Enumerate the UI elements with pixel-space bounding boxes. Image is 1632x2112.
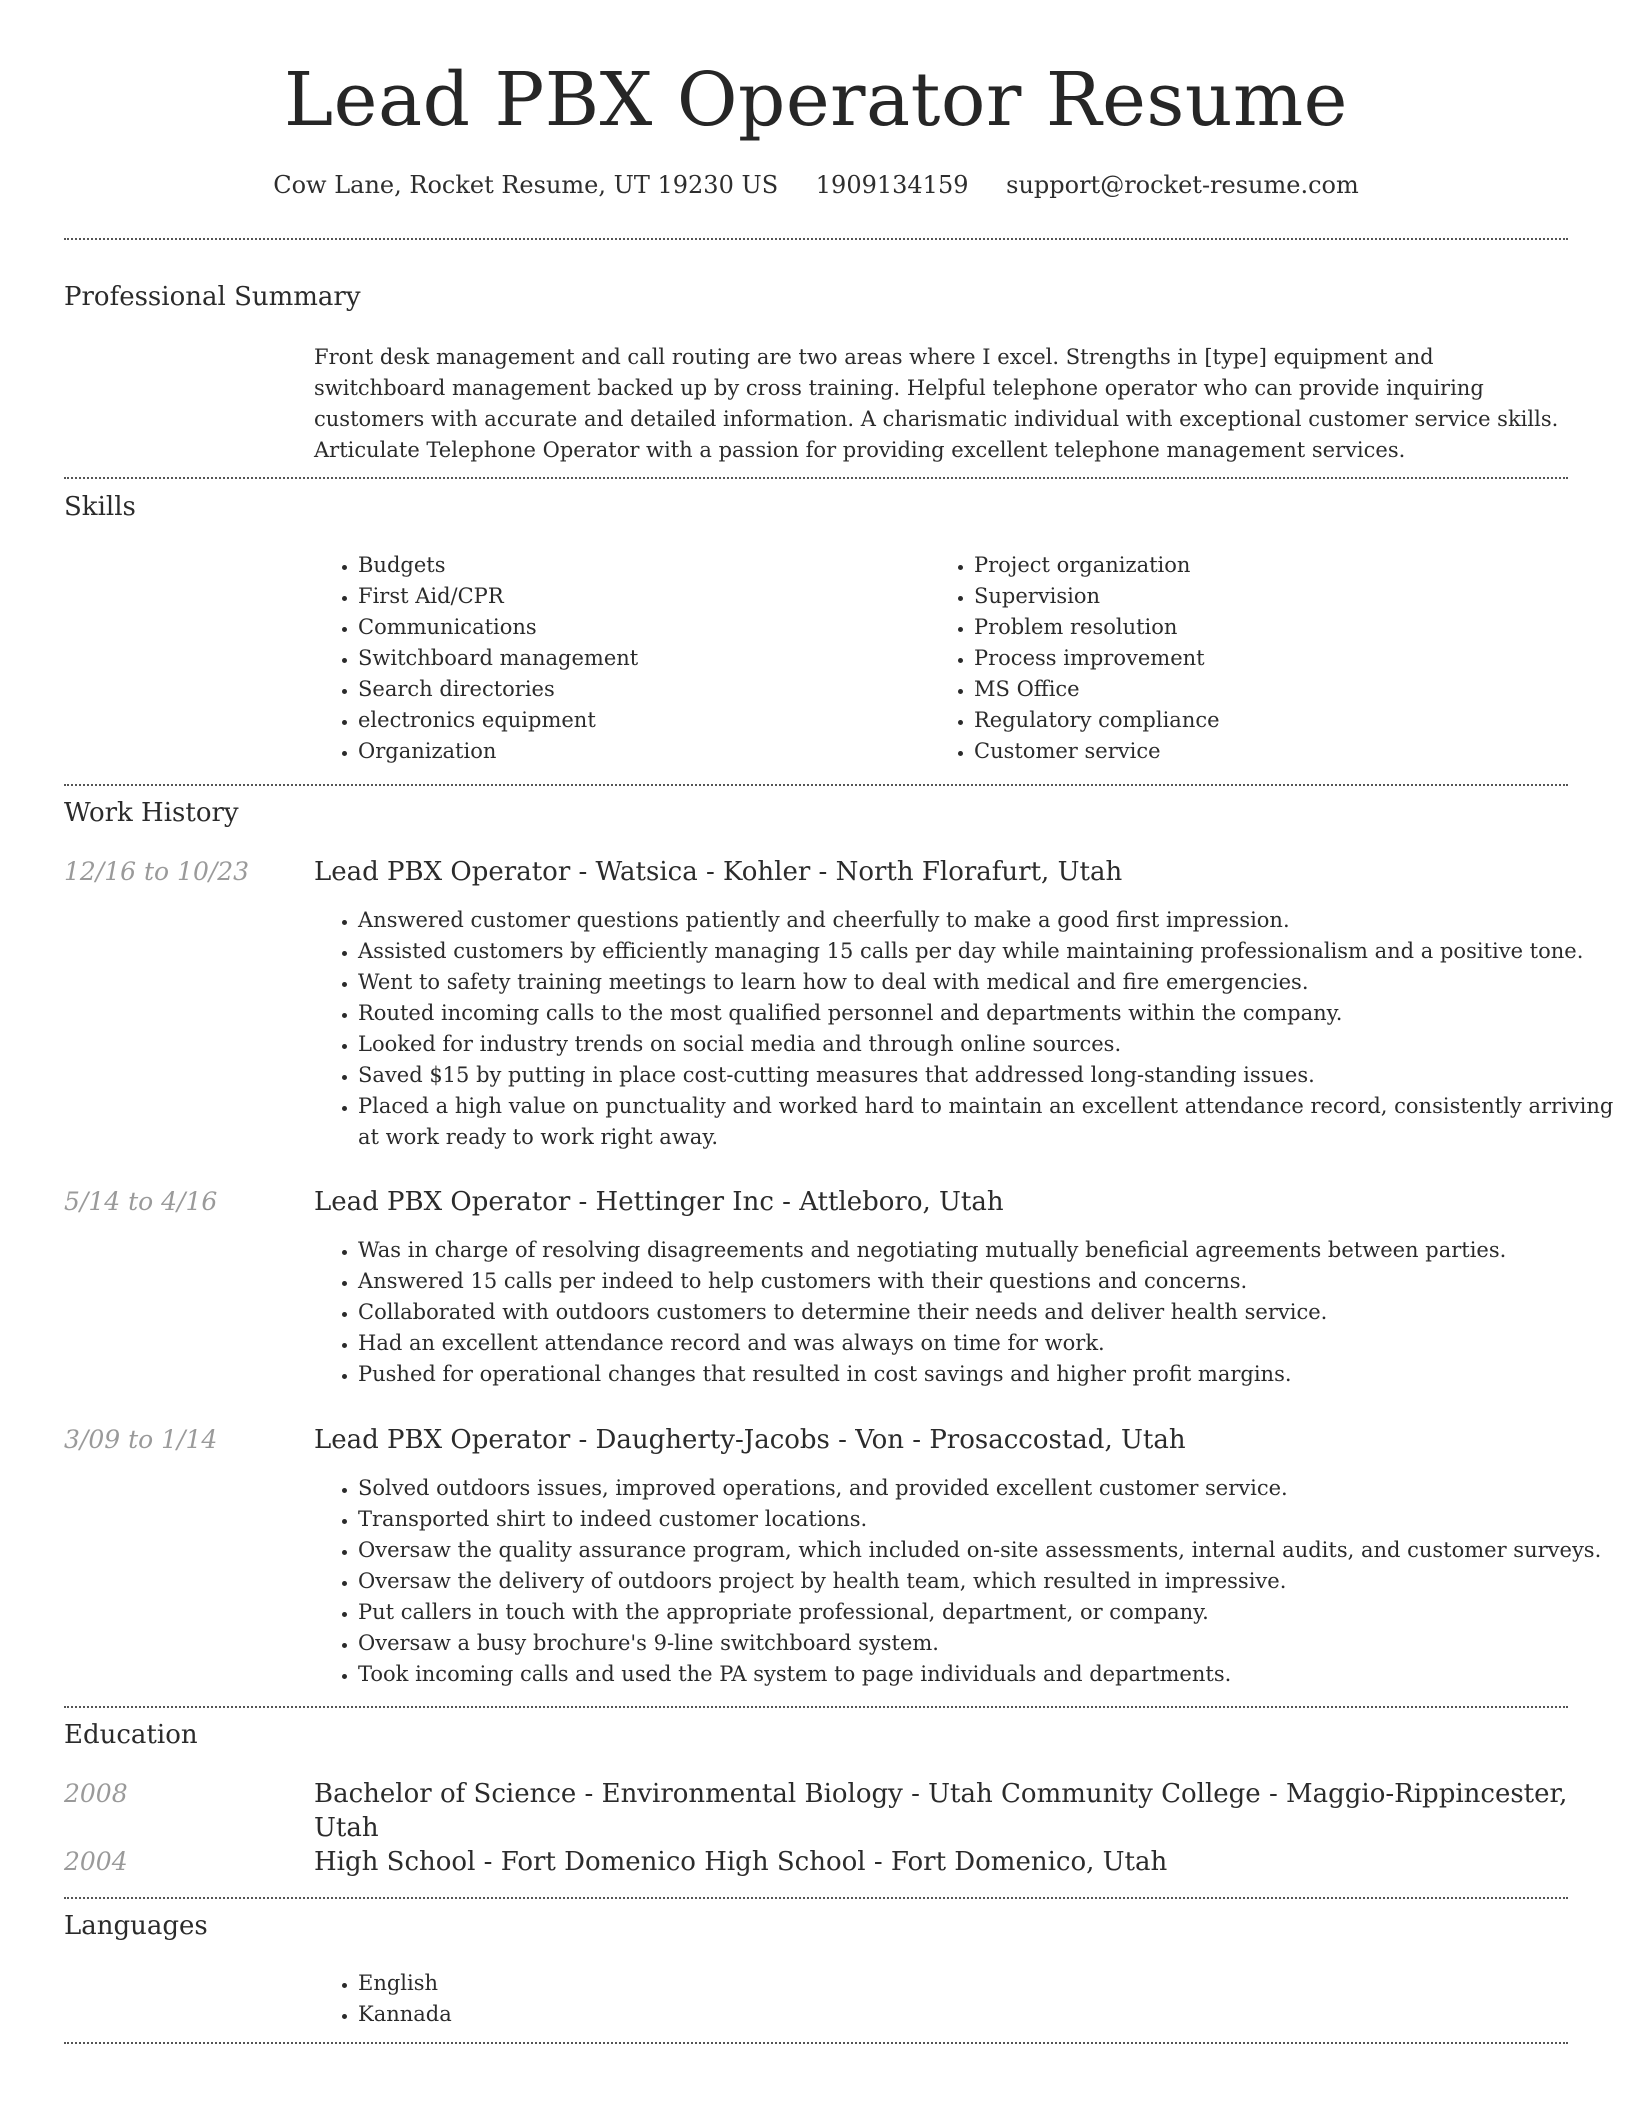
language-item: • Kannada <box>358 1999 958 2030</box>
skills-list-left <box>314 550 918 767</box>
skill-item: • Organization <box>358 736 918 767</box>
divider <box>64 1897 1568 1899</box>
job-bullet: • Assisted customers by efficiently managing 15 calls per day while maintaining professionalism and a positive tone. <box>358 936 1614 967</box>
education-year: 2004 <box>64 1847 128 1876</box>
job-dates: 3/09 to 1/14 <box>64 1425 218 1454</box>
skill-item: • MS Office <box>974 674 1574 705</box>
summary-heading: Professional Summary <box>64 282 361 312</box>
languages-list <box>314 1968 958 2030</box>
job-bullets <box>314 1235 1614 1390</box>
contact-address: Cow Lane, Rocket Resume, UT 19230 US <box>273 171 779 199</box>
job-bullet: • Oversaw the delivery of outdoors project by health team, which resulted in impressive. <box>358 1566 1614 1597</box>
skill-item: • Regulatory compliance <box>974 705 1574 736</box>
job-bullet: • Placed a high value on punctuality and worked hard to maintain an excellent attendance record, consistently arriving at work ready to work right away. <box>358 1091 1614 1153</box>
job-bullet: • Had an excellent attendance record and was always on time for work. <box>358 1328 1614 1359</box>
skill-item: • Customer service <box>974 736 1574 767</box>
contact-line <box>0 168 1632 202</box>
job-bullet: • Saved $15 by putting in place cost-cutting measures that addressed long-standing issues. <box>358 1060 1614 1091</box>
job-bullet: • Pushed for operational changes that resulted in cost savings and higher profit margins. <box>358 1359 1614 1390</box>
skill-item: • Switchboard management <box>358 643 918 674</box>
skill-item: • Problem resolution <box>974 612 1574 643</box>
skills-list-right <box>930 550 1574 767</box>
skill-item: • First Aid/CPR <box>358 581 918 612</box>
divider <box>64 1706 1568 1708</box>
job-dates: 12/16 to 10/23 <box>64 857 250 886</box>
skill-item: • Supervision <box>974 581 1574 612</box>
education-heading: Education <box>64 1720 198 1750</box>
divider <box>64 2042 1568 2044</box>
resume-title: Lead PBX Operator Resume <box>284 57 1348 143</box>
education-entry: High School - Fort Domenico High School - Fort Domenico, Utah <box>314 1847 1168 1877</box>
job-bullet: • Solved outdoors issues, improved operations, and provided excellent customer service. <box>358 1473 1614 1504</box>
job-bullet: • Oversaw a busy brochure's 9-line switchboard system. <box>358 1628 1614 1659</box>
job-bullet: • Went to safety training meetings to learn how to deal with medical and fire emergencies. <box>358 967 1614 998</box>
language-item: • English <box>358 1968 958 1999</box>
languages-heading: Languages <box>64 1911 208 1941</box>
job-bullet: • Was in charge of resolving disagreements and negotiating mutually beneficial agreements between parties. <box>358 1235 1614 1266</box>
skill-item: • Process improvement <box>974 643 1574 674</box>
job-dates: 5/14 to 4/16 <box>64 1187 218 1216</box>
contact-phone: 1909134159 <box>815 171 969 199</box>
skill-item: • electronics equipment <box>358 705 918 736</box>
job-bullets <box>314 905 1614 1153</box>
job-title: Lead PBX Operator - Watsica - Kohler - North Florafurt, Utah <box>314 857 1123 887</box>
job-bullet: • Answered 15 calls per indeed to help customers with their questions and concerns. <box>358 1266 1614 1297</box>
skills-heading: Skills <box>64 492 136 522</box>
skill-item: • Communications <box>358 612 918 643</box>
job-bullet: • Took incoming calls and used the PA system to page individuals and departments. <box>358 1659 1614 1690</box>
education-year: 2008 <box>64 1779 128 1808</box>
education-entry: Bachelor of Science - Environmental Biology - Utah Community College - Maggio-Rippincester, Utah <box>314 1779 1568 1843</box>
skill-item: • Budgets <box>358 550 918 581</box>
job-bullet: • Oversaw the quality assurance program, which included on-site assessments, internal audits, and customer surveys. <box>358 1535 1614 1566</box>
skill-item: • Search directories <box>358 674 918 705</box>
job-bullet: • Routed incoming calls to the most qualified personnel and departments within the company. <box>358 998 1614 1029</box>
job-title: Lead PBX Operator - Hettinger Inc - Attleboro, Utah <box>314 1187 1004 1217</box>
divider <box>64 238 1568 240</box>
job-title: Lead PBX Operator - Daugherty-Jacobs - Von - Prosaccostad, Utah <box>314 1425 1186 1455</box>
contact-email: support@rocket-resume.com <box>1006 171 1359 199</box>
divider <box>64 477 1568 479</box>
job-bullet: • Collaborated with outdoors customers to determine their needs and deliver health service. <box>358 1297 1614 1328</box>
summary-text: Front desk management and call routing are two areas where I excel. Strengths in [type] equipment and switchboard management backed up by cross training. Helpful telephone operator who can provide inquiring customers with accurate and detailed information. A charismatic individual with exceptional customer service skills. Articulate Telephone Operator with a passion for providing excellent telephone management services. <box>314 345 1559 462</box>
job-bullet: • Transported shirt to indeed customer locations. <box>358 1504 1614 1535</box>
job-bullets <box>314 1473 1614 1690</box>
job-bullet: • Looked for industry trends on social media and through online sources. <box>358 1029 1614 1060</box>
job-bullet: • Answered customer questions patiently and cheerfully to make a good first impression. <box>358 905 1614 936</box>
divider <box>64 784 1568 786</box>
job-bullet: • Put callers in touch with the appropriate professional, department, or company. <box>358 1597 1614 1628</box>
work-heading: Work History <box>64 798 239 828</box>
skill-item: • Project organization <box>974 550 1574 581</box>
